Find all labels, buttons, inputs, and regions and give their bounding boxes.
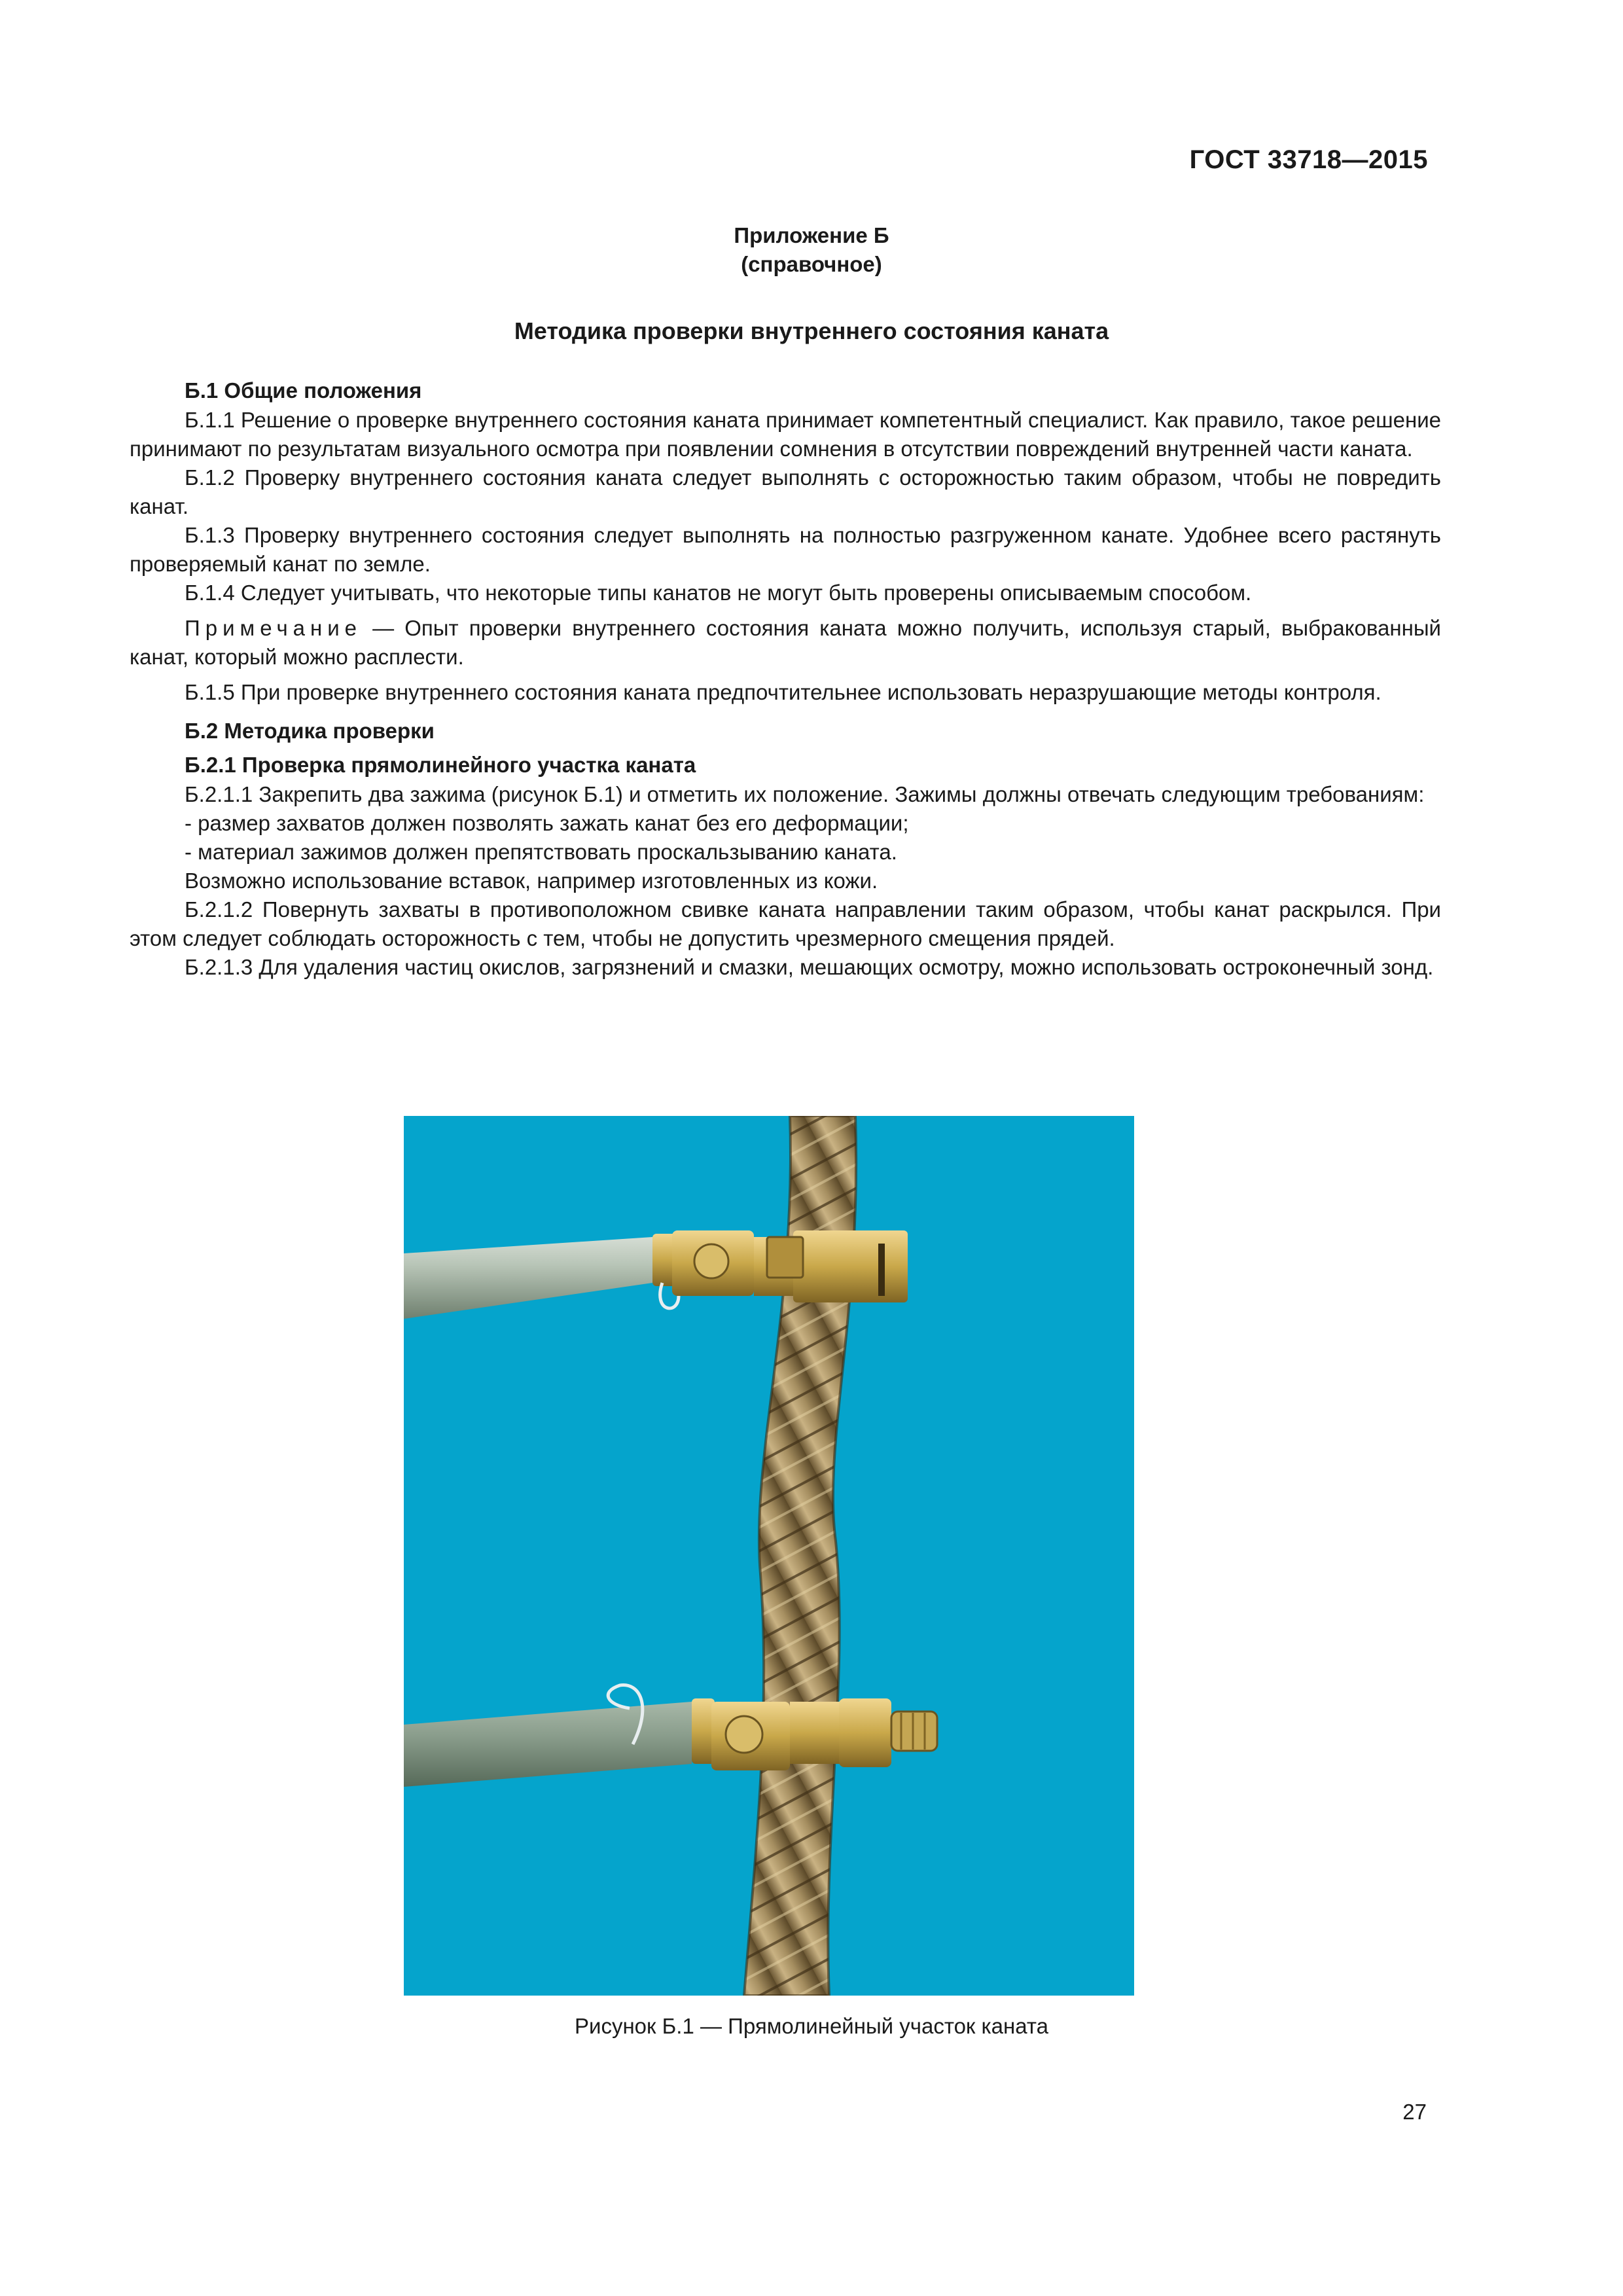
document-title: Методика проверки внутреннего состояния каната	[514, 317, 1109, 344]
body-text	[130, 376, 1441, 982]
paragraph-b2-1-2: Б.2.1.2 Повернуть захваты в противоположном свивке каната направлении таким образом, чтобы канат раскрылся. При этом следует соблюдать осторожность с тем, чтобы не допустить чрезмерного смещения прядей.	[130, 897, 1441, 950]
figure-rope-photo	[404, 1116, 1134, 1996]
paragraph-b1-2: Б.1.2 Проверку внутреннего состояния каната следует выполнять с осторожностью таким образом, чтобы не повредить канат.	[130, 465, 1441, 518]
paragraph-b1-3: Б.1.3 Проверку внутреннего состояния следует выполнять на полностью разгруженном канате. Удобнее всего растянуть проверяемый канат по земле.	[130, 523, 1441, 576]
paragraph-b1-1: Б.1.1 Решение о проверке внутреннего состояния каната принимает компетентный специалист. Как правило, такое решение принимают по результатам визуального осмотра при появлении сомнения в отсутствии повреждений внутренней части каната.	[130, 408, 1441, 461]
figure-caption: Рисунок Б.1 — Прямолинейный участок каната	[575, 2014, 1048, 2038]
note-label: Примечание	[185, 616, 363, 640]
paragraph-b2-1-3: Б.2.1.3 Для удаления частиц окислов, загрязнений и смазки, мешающих осмотру, можно использовать остроконечный зонд.	[185, 955, 1434, 979]
paragraph-b1-4: Б.1.4 Следует учитывать, что некоторые типы канатов не могут быть проверены описываемым способом.	[185, 581, 1252, 605]
list-item: - материал зажимов должен препятствовать проскальзыванию каната.	[185, 840, 897, 864]
paragraph-inserts: Возможно использование вставок, например изготовленных из кожи.	[185, 869, 878, 893]
list-item: - размер захватов должен позволять зажать канат без его деформации;	[185, 811, 909, 835]
paragraph-b1-5: Б.1.5 При проверке внутреннего состояния каната предпочтительнее использовать неразрушающие методы контроля.	[185, 680, 1382, 704]
appendix-subtitle: (справочное)	[741, 252, 882, 276]
section-heading-b2: Б.2 Методика проверки	[185, 719, 435, 743]
appendix-title: Приложение Б	[734, 223, 889, 247]
appendix-heading	[0, 221, 1623, 279]
rope-clamp-illustration	[404, 1116, 1134, 1996]
subsection-heading-b2-1: Б.2.1 Проверка прямолинейного участка каната	[185, 753, 696, 777]
section-heading-b1: Б.1 Общие положения	[185, 378, 422, 403]
note-text: — Опыт проверки внутреннего состояния каната можно получить, используя старый, выбракованный канат, который можно расплести.	[130, 616, 1441, 669]
standard-code: ГОСТ 33718—2015	[1189, 145, 1428, 174]
note	[130, 614, 1441, 672]
paragraph-b2-1-1: Б.2.1.1 Закрепить два зажима (рисунок Б.1) и отметить их положение. Зажимы должны отвечать следующим требованиям:	[185, 782, 1425, 806]
page-number: 27	[1402, 2100, 1427, 2124]
